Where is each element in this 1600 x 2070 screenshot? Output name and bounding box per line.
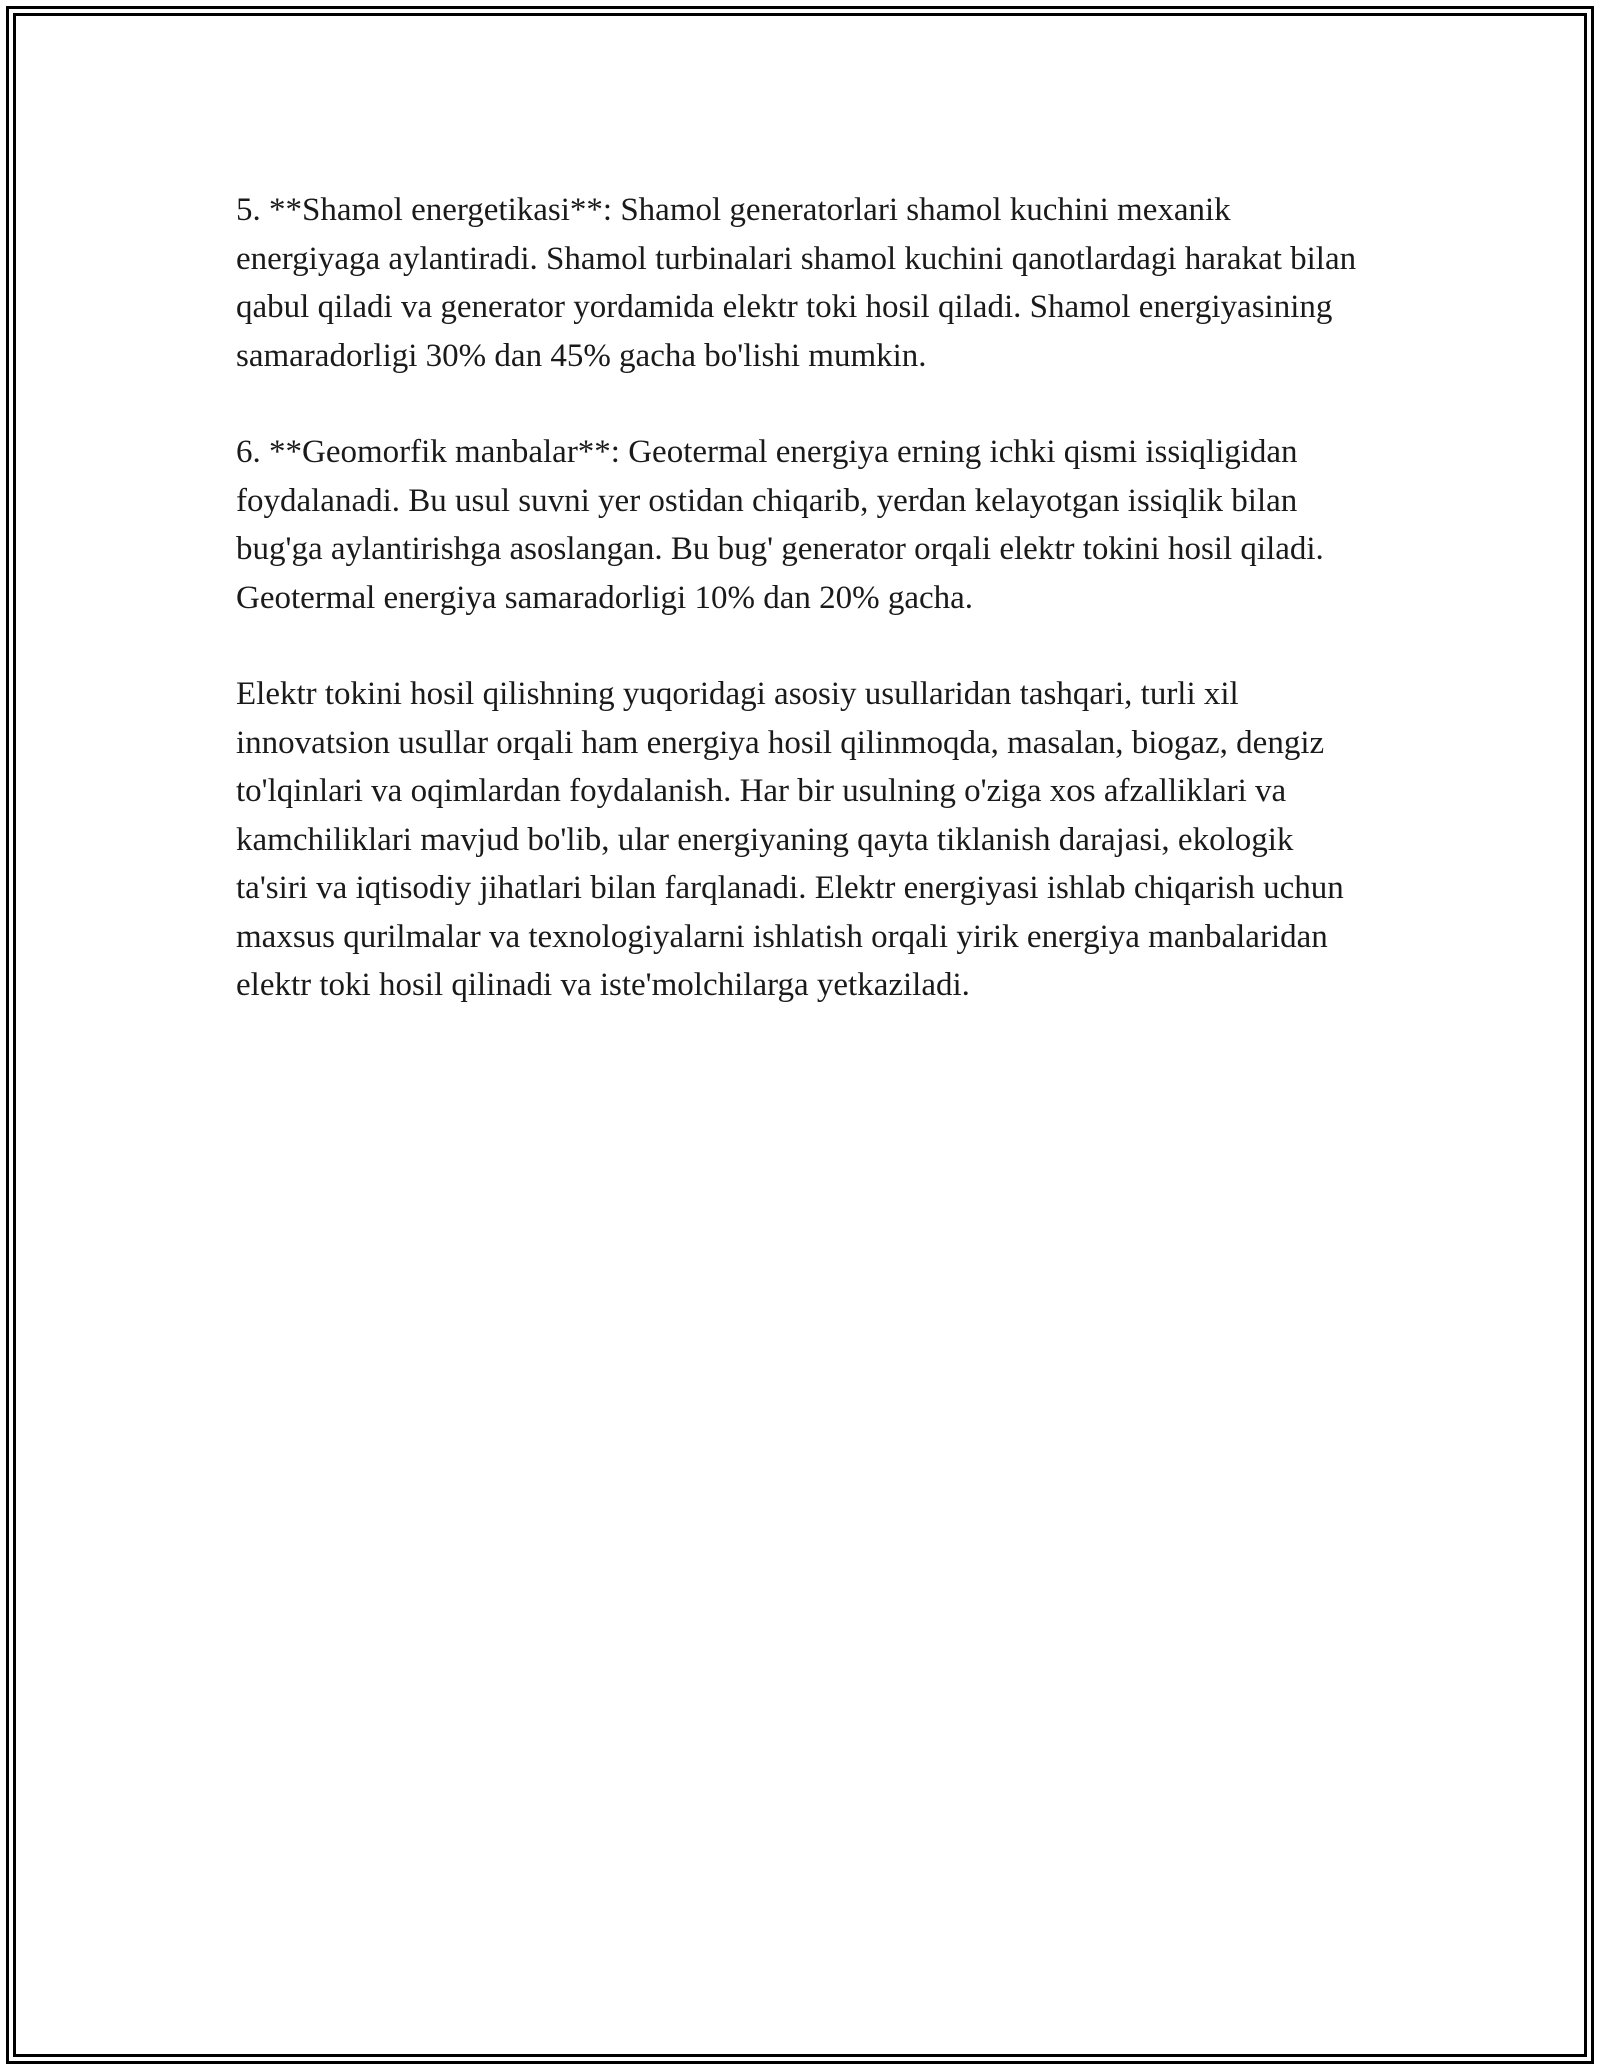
paragraph-wind-energy: 5. **Shamol energetikasi**: Shamol generatorlari shamol kuchini mexanik energiyaga aylantiradi. Shamol turbinalari shamol kuchini qanotlardagi harakat bilan qabul qiladi va generator yordamida elektr toki hosil qiladi. Shamol energiyasining samaradorligi 30% dan 45% gacha bo'lishi mumkin. xyxy=(236,192,1357,374)
paragraph-geothermal-energy: 6. **Geomorfik manbalar**: Geotermal energiya erning ichki qismi issiqligidan foydalanadi. Bu usul suvni yer ostidan chiqarib, yerdan kelayotgan issiqlik bilan bug'ga aylantirishga asoslangan. Bu bug' generator orqali elektr tokini hosil qiladi. Geotermal energiya samaradorligi 10% dan 20% gacha. xyxy=(236,434,1324,616)
paragraph-other-methods: Elektr tokini hosil qilishning yuqoridagi asosiy usullaridan tashqari, turli xil innovatsion usullar orqali ham energiya hosil qilinmoqda, masalan, biogaz, dengiz to'lqinlari va oqimlardan foydalanish. Har bir usulning o'ziga xos afzalliklari va kamchiliklari mavjud bo'lib, ular energiyaning qayta tiklanish darajasi, ekologik ta'siri va iqtisodiy jihatlari bilan farqlanadi. Elektr energiyasi ishlab chiqarish uchun maxsus qurilmalar va texnologiyalarni ishlatish orqali yirik energiya manbalaridan elektr toki hosil qilinadi va iste'molchilarga yetkaziladi. xyxy=(236,676,1344,1003)
document-body xyxy=(236,186,1366,1058)
